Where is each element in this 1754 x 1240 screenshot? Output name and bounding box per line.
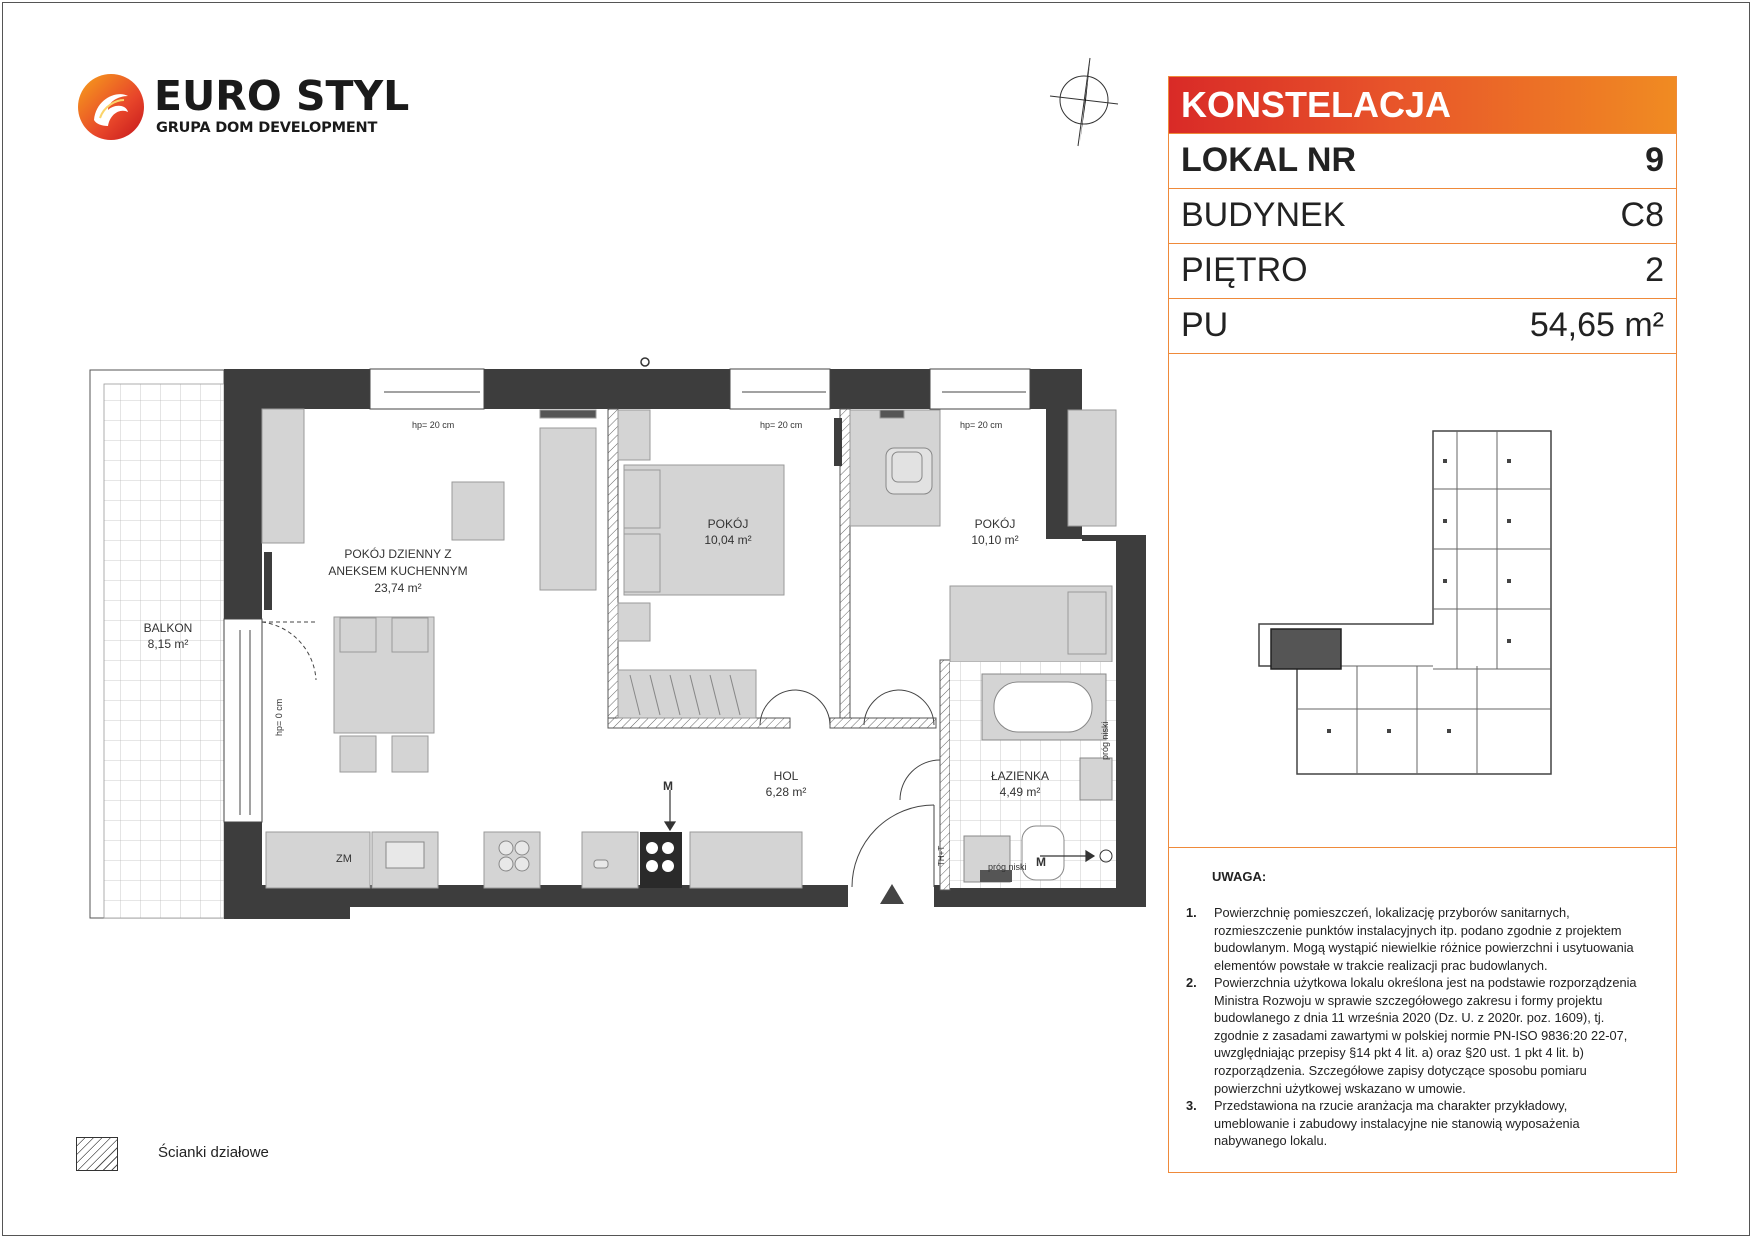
- room-area-bedroom1: 10,04 m²: [704, 533, 752, 547]
- room-label-bathroom: ŁAZIENKA: [990, 769, 1050, 783]
- note-line: elementów powstałe w trakcie realizacji prac budowlanych.: [1214, 957, 1548, 973]
- note-line: Ministra Rozwoju w sprawie szczegółowego zakresu i formy projektu: [1214, 992, 1603, 1008]
- info-label: LOKAL NR: [1181, 141, 1357, 179]
- note-line: zgodnie z zasadami zawartymi w polskiej normie PN-ISO 9836:20 22-07,: [1214, 1027, 1628, 1043]
- water-meter-label: ZM: [336, 853, 352, 865]
- info-value: 54,65 m²: [1529, 306, 1664, 344]
- investment-name: KONSTELACJA: [1181, 84, 1452, 125]
- note-line: powierzchni użytkowej wskazano w umowie.: [1214, 1080, 1466, 1096]
- logo-subtitle: GRUPA DOM DEVELOPMENT: [156, 120, 378, 136]
- note-number: 3.: [1186, 1098, 1197, 1113]
- room-label-balcony: BALKON: [143, 621, 193, 635]
- investment-header: [1169, 77, 1676, 133]
- legend-label: Ścianki działowe: [158, 1144, 269, 1161]
- note-line: budowlanym. Mogą wystąpić niewielkie różnice powierzchni i usytuowania: [1214, 940, 1634, 956]
- threshold-label-vertical: próg niski: [1100, 721, 1110, 760]
- note-number: 2.: [1186, 975, 1197, 990]
- meter-marker-bath: M: [1036, 855, 1046, 869]
- info-value: C8: [1620, 196, 1664, 234]
- info-value: 9: [1645, 141, 1664, 179]
- info-row-unit: [1169, 133, 1676, 188]
- info-label: PIĘTRO: [1181, 251, 1308, 289]
- window-height-label: hp= 20 cm: [760, 420, 803, 430]
- info-row-floor: [1169, 243, 1676, 298]
- room-label-bedroom2: POKÓJ: [974, 517, 1016, 531]
- info-row-area: [1169, 298, 1676, 354]
- room-label-living: POKÓJ DZIENNY Z: [344, 547, 452, 561]
- window-height-label: hp= 20 cm: [412, 420, 455, 430]
- notes-title: UWAGA:: [1212, 869, 1267, 884]
- note-line: rozporządzenia. Szczegółowe zapisy dotyczące sposobu pomiaru: [1214, 1062, 1587, 1078]
- room-area-bathroom: 4,49 m²: [999, 785, 1041, 799]
- partition-wall-legend-swatch: [76, 1137, 118, 1171]
- threshold-label: próg niski: [988, 862, 1027, 872]
- room-label-living: ANEKSEM KUCHENNYM: [328, 564, 468, 578]
- note-number: 1.: [1186, 905, 1197, 920]
- note-line: Przedstawiona na rzucie aranżacja ma charakter przykładowy,: [1214, 1098, 1568, 1113]
- room-area-hall: 6,28 m²: [765, 785, 807, 799]
- logo-name: EURO STYL: [154, 72, 410, 120]
- note-line: nabywanego lokalu.: [1214, 1133, 1328, 1149]
- door-height-label: hp= 0 cm: [274, 698, 284, 736]
- note-line: rozmieszczenie punktów instalacyjnych itp. podano zgodnie z projektem: [1214, 922, 1622, 938]
- note-line: Powierzchnię pomieszczeń, lokalizację przyborów sanitarnych,: [1214, 905, 1570, 920]
- note-line: umeblowanie i zabudowy instalacyjne nie stanowią wyposażenia: [1214, 1115, 1580, 1131]
- room-area-balcony: 8,15 m²: [147, 637, 189, 651]
- note-line: budowlanego z dnia 11 września 2020 (Dz. U. z 2020r. poz. 1609), tj.: [1214, 1010, 1605, 1026]
- installation-label: TH+T: [937, 845, 946, 866]
- room-label-bedroom1: POKÓJ: [707, 517, 749, 531]
- window-height-label: hp= 20 cm: [960, 420, 1003, 430]
- info-label: BUDYNEK: [1181, 196, 1346, 234]
- note-line: uwzględniając przepisy §14 pkt 4 lit. a) oraz §20 ust. 1 pkt 4 lit. b): [1214, 1045, 1584, 1061]
- note-line: Powierzchnia użytkowa lokalu określona jest na podstawie rozporządzenia: [1214, 975, 1637, 990]
- info-row-building: [1169, 188, 1676, 243]
- info-value: 2: [1645, 251, 1664, 289]
- panel-divider: [1169, 847, 1676, 848]
- room-area-living: 23,74 m²: [374, 581, 422, 595]
- meter-marker-hall: M: [663, 779, 673, 793]
- room-area-bedroom2: 10,10 m²: [971, 533, 1019, 547]
- info-label: PU: [1181, 306, 1229, 344]
- building-site-plan: [1257, 429, 1609, 779]
- highlighted-unit: [1271, 629, 1341, 669]
- room-label-hall: HOL: [773, 769, 799, 783]
